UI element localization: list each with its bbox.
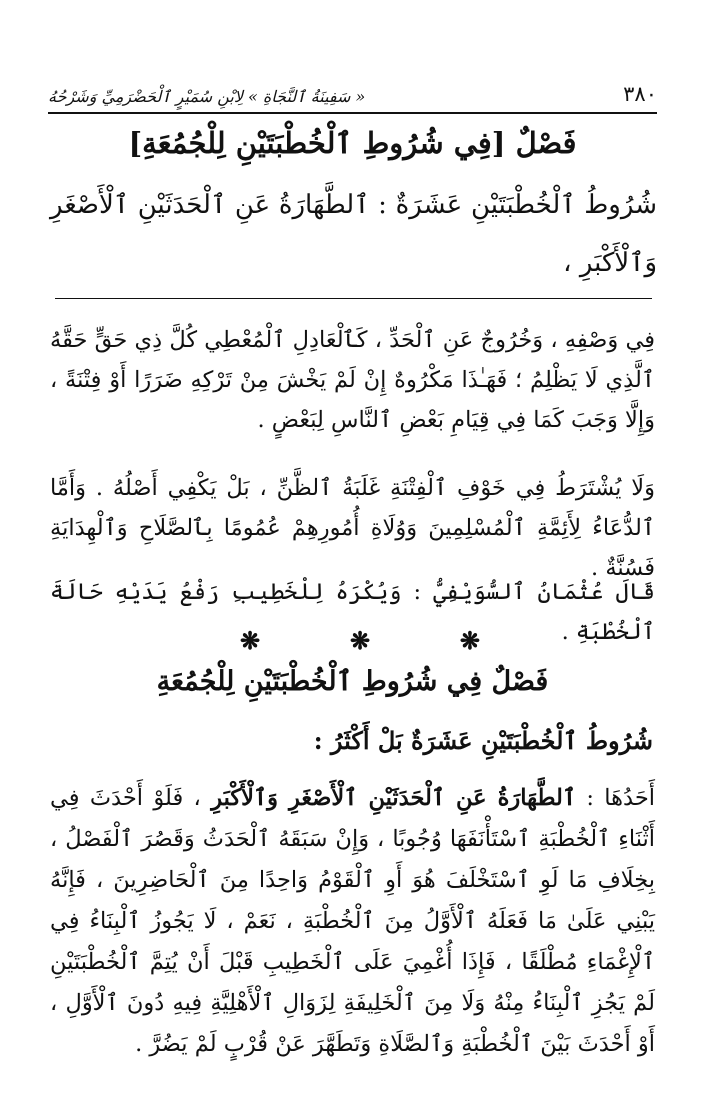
star-ornament-icon: ❋ <box>459 626 480 655</box>
matn-separator-rule <box>55 298 652 299</box>
matn-section-title: فَصْلٌ [فِي شُرُوطِ ٱلْخُطْبَتَيْنِ لِلْجُمُعَةِ] <box>128 126 577 160</box>
header-rule <box>48 112 657 114</box>
commentary-paragraph-2: وَلَا يُشْتَرَطُ فِي خَوْفِ ٱلْفِتْنَةِ غَلَبَةُ ٱلظَّنِّ ، بَلْ يَكْفِي أَصْلُهُ . وَأَمَّا ٱلدُّعَاءُ لِأَئِمَّةِ ٱلْمُسْلِمِينَ وَوُلَاةِ أُمُورِهِمْ عُمُومًا بِٱلصَّلَاحِ وَٱلْهِدَايَةِ فَسُنَّةٌ . <box>50 475 655 581</box>
section-divider <box>240 626 480 655</box>
star-ornament-icon: ❋ <box>349 626 371 655</box>
running-header <box>48 66 657 106</box>
star-ornament-icon: ❋ <box>240 626 261 655</box>
paragraph-body: ، فَلَوْ أَحْدَثَ فِي أَثْنَاءِ ٱلْخُطْبَةِ ٱسْتَأْنَفَهَا وُجُوبًا ، وَإِنْ سَبَقَهُ ٱلْحَدَثُ وَقَصُرَ ٱلْفَصْلُ ، بِخِلَافِ مَا لَوِ ٱسْتَخْلَفَ هُوَ أَوِ ٱلْقَوْمُ وَاحِدًا مِنَ ٱلْحَاضِرِينَ ، فَإِنَّهُ يَبْنِي عَلَىٰ مَا فَعَلَهُ ٱلْأَوَّلُ مِنَ ٱلْخُطْبَةِ ، نَعَمْ ، لَا يَجُوزُ ٱلْبِنَاءُ فِي ٱلْإِغْمَاءِ مُطْلَقًا ، فَإِذَا أُغْمِيَ عَلَى ٱلْخَطِيبِ قَبْلَ أَنْ يُتِمَّ ٱلْخُطْبَتَيْنِ لَمْ يَجُزِ ٱلْبِنَاءُ مِنْهُ وَلَا مِنَ ٱلْخَلِيفَةِ لِزَوَالِ ٱلْأَهْلِيَّةِ فِيهِ دُونَ ٱلْأَوَّلِ ، أَوْ أَحْدَثَ بَيْنَ ٱلْخُطْبَةِ وَٱلصَّلَاةِ وَتَطَهَّرَ عَنْ قُرْبٍ لَمْ يَضُرَّ . <box>50 785 655 1057</box>
commentary-paragraph-4 <box>50 778 655 1065</box>
matn-quote: ٱلطَّهَارَةُ عَنِ ٱلْحَدَثَيْنِ ٱلْأَصْغَرِ وَٱلْأَكْبَرِ <box>211 785 577 811</box>
commentary-section-subtitle: شُرُوطُ ٱلْخُطْبَتَيْنِ عَشَرَةٌ بَلْ أَكْثَرُ : <box>313 726 653 755</box>
matn-text: شُرُوطُ ٱلْخُطْبَتَيْنِ عَشَرَةٌ : ٱلطَّهَارَةُ عَنِ ٱلْحَدَثَيْنِ ٱلْأَصْغَرِ وَٱلْأَكْبَرِ ، <box>50 190 657 278</box>
commentary-paragraph-3: قَالَ عُثْمَانُ ٱلسُّوَيْفِيُّ : وَيُكْرَهُ لِلْخَطِيبِ رَفْعُ يَدَيْهِ حَالَةَ ٱلْخُطْبَةِ . <box>50 579 655 645</box>
commentary-paragraph-1: فِي وَصْفِهِ ، وَخُرُوجٌ عَنِ ٱلْحَدِّ ، كَٱلْعَادِلِ ٱلْمُعْطِي كُلَّ ذِي حَقٍّ حَقَّهُ ٱلَّذِي لَا يَظْلِمُ ؛ فَهَـٰذَا مَكْرُوهٌ إِنْ لَمْ يَخْشَ مِنْ تَرْكِهِ ضَرَرًا أَوْ فِتْنَةً ، وَإِلَّا وَجَبَ كَمَا فِي قِيَامِ بَعْضِ ٱلنَّاسِ لِبَعْضٍ . <box>50 327 655 433</box>
paragraph-lead: أَحَدُهَا : <box>576 785 656 811</box>
running-title: « سَفِينَةُ ٱلنَّجَاةِ » لِابْنِ سُمَيْرٍ ٱلْحَضْرَمِيِّ وَشَرْحُهُ <box>48 87 366 106</box>
commentary-section-title: فَصْلٌ فِي شُرُوطِ ٱلْخُطْبَتَيْنِ لِلْجُمُعَةِ <box>156 666 549 697</box>
page-number: ٣٨٠ <box>623 82 657 106</box>
